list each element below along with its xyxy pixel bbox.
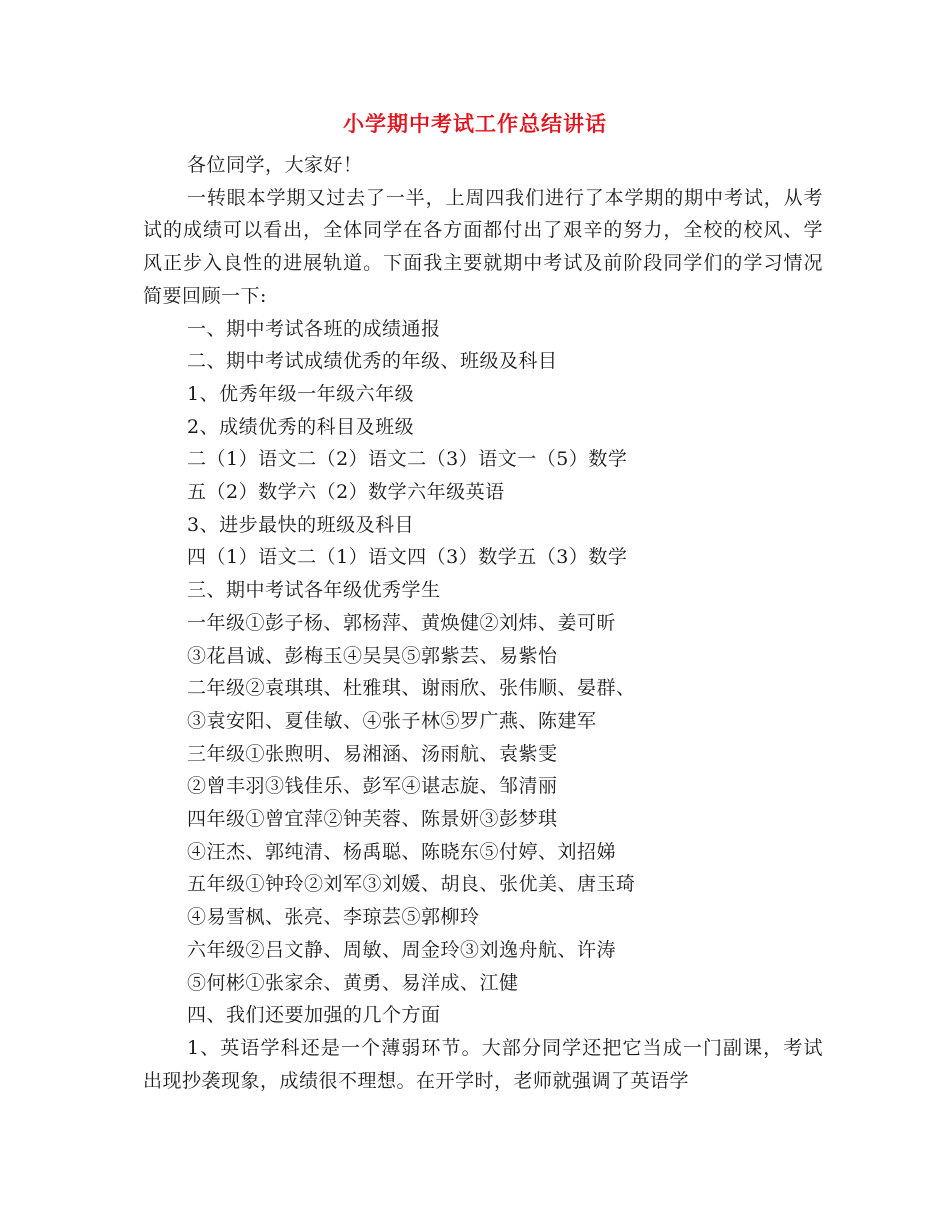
paragraph: 一转眼本学期又过去了一半，上周四我们进行了本学期的期中考试，从考试的成绩可以看出，全体同学在各方面都付出了艰辛的努力，全校的校风、学风正步入良性的进展轨道。下面我主要就期中考试及前阶段同学们的学习情况简要回顾一下: <box>143 186 823 307</box>
paragraph: 三年级①张煦明、易湘涵、汤雨航、袁紫雯 <box>187 742 558 765</box>
paragraph: 1、英语学科还是一个薄弱环节。大部分同学还把它当成一门副课，考试出现抄袭现象，成绩很不理想。在开学时，老师就强调了英语学 <box>143 1036 823 1092</box>
paragraph: ③花昌诚、彭梅玉④吴昊⑤郭紫芸、易紫怡 <box>187 644 558 667</box>
paragraph: 五（2）数学六（2）数学六年级英语 <box>187 481 505 504</box>
document-title: 小学期中考试工作总结讲话 <box>343 111 607 136</box>
paragraph: ⑤何彬①张家余、黄勇、易洋成、江健 <box>187 971 519 994</box>
paragraph: ②曾丰羽③钱佳乐、彭军④谌志旋、邹清丽 <box>187 775 558 798</box>
document-body <box>143 149 823 1097</box>
paragraph: 四年级①曾宜萍②钟芙蓉、陈景妍③彭梦琪 <box>187 808 558 831</box>
paragraph: 二年级②袁琪琪、杜雅琪、谢雨欣、张伟顺、晏群、 <box>187 677 636 700</box>
paragraph: 1、优秀年级一年级六年级 <box>187 382 415 405</box>
paragraph: 三、期中考试各年级优秀学生 <box>187 579 441 602</box>
paragraph: 五年级①钟玲②刘军③刘媛、胡良、张优美、唐玉琦 <box>187 873 636 896</box>
paragraph: 各位同学，大家好！ <box>187 154 363 176</box>
paragraph: ④易雪枫、张亮、李琼芸⑤郭柳玲 <box>187 906 480 929</box>
paragraph: ③袁安阳、夏佳敏、④张子林⑤罗广燕、陈建军 <box>187 709 597 732</box>
paragraph: ④汪杰、郭纯清、杨禹聪、陈晓东⑤付婷、刘招娣 <box>187 840 617 863</box>
paragraph: 六年级②吕文静、周敏、周金玲③刘逸舟航、许涛 <box>187 938 617 961</box>
paragraph: 二、期中考试成绩优秀的年级、班级及科目 <box>187 350 558 373</box>
paragraph: 四、我们还要加强的几个方面 <box>187 1004 441 1027</box>
paragraph: 3、进步最快的班级及科目 <box>187 513 415 536</box>
paragraph: 一、期中考试各班的成绩通报 <box>187 317 441 340</box>
paragraph: 2、成绩优秀的科目及班级 <box>187 415 415 438</box>
paragraph: 二（1）语文二（2）语文二（3）语文一（5）数学 <box>187 448 628 471</box>
paragraph: 四（1）语文二（1）语文四（3）数学五（3）数学 <box>187 546 628 569</box>
paragraph: 一年级①彭子杨、郭杨萍、黄焕健②刘炜、姜可昕 <box>187 611 617 634</box>
